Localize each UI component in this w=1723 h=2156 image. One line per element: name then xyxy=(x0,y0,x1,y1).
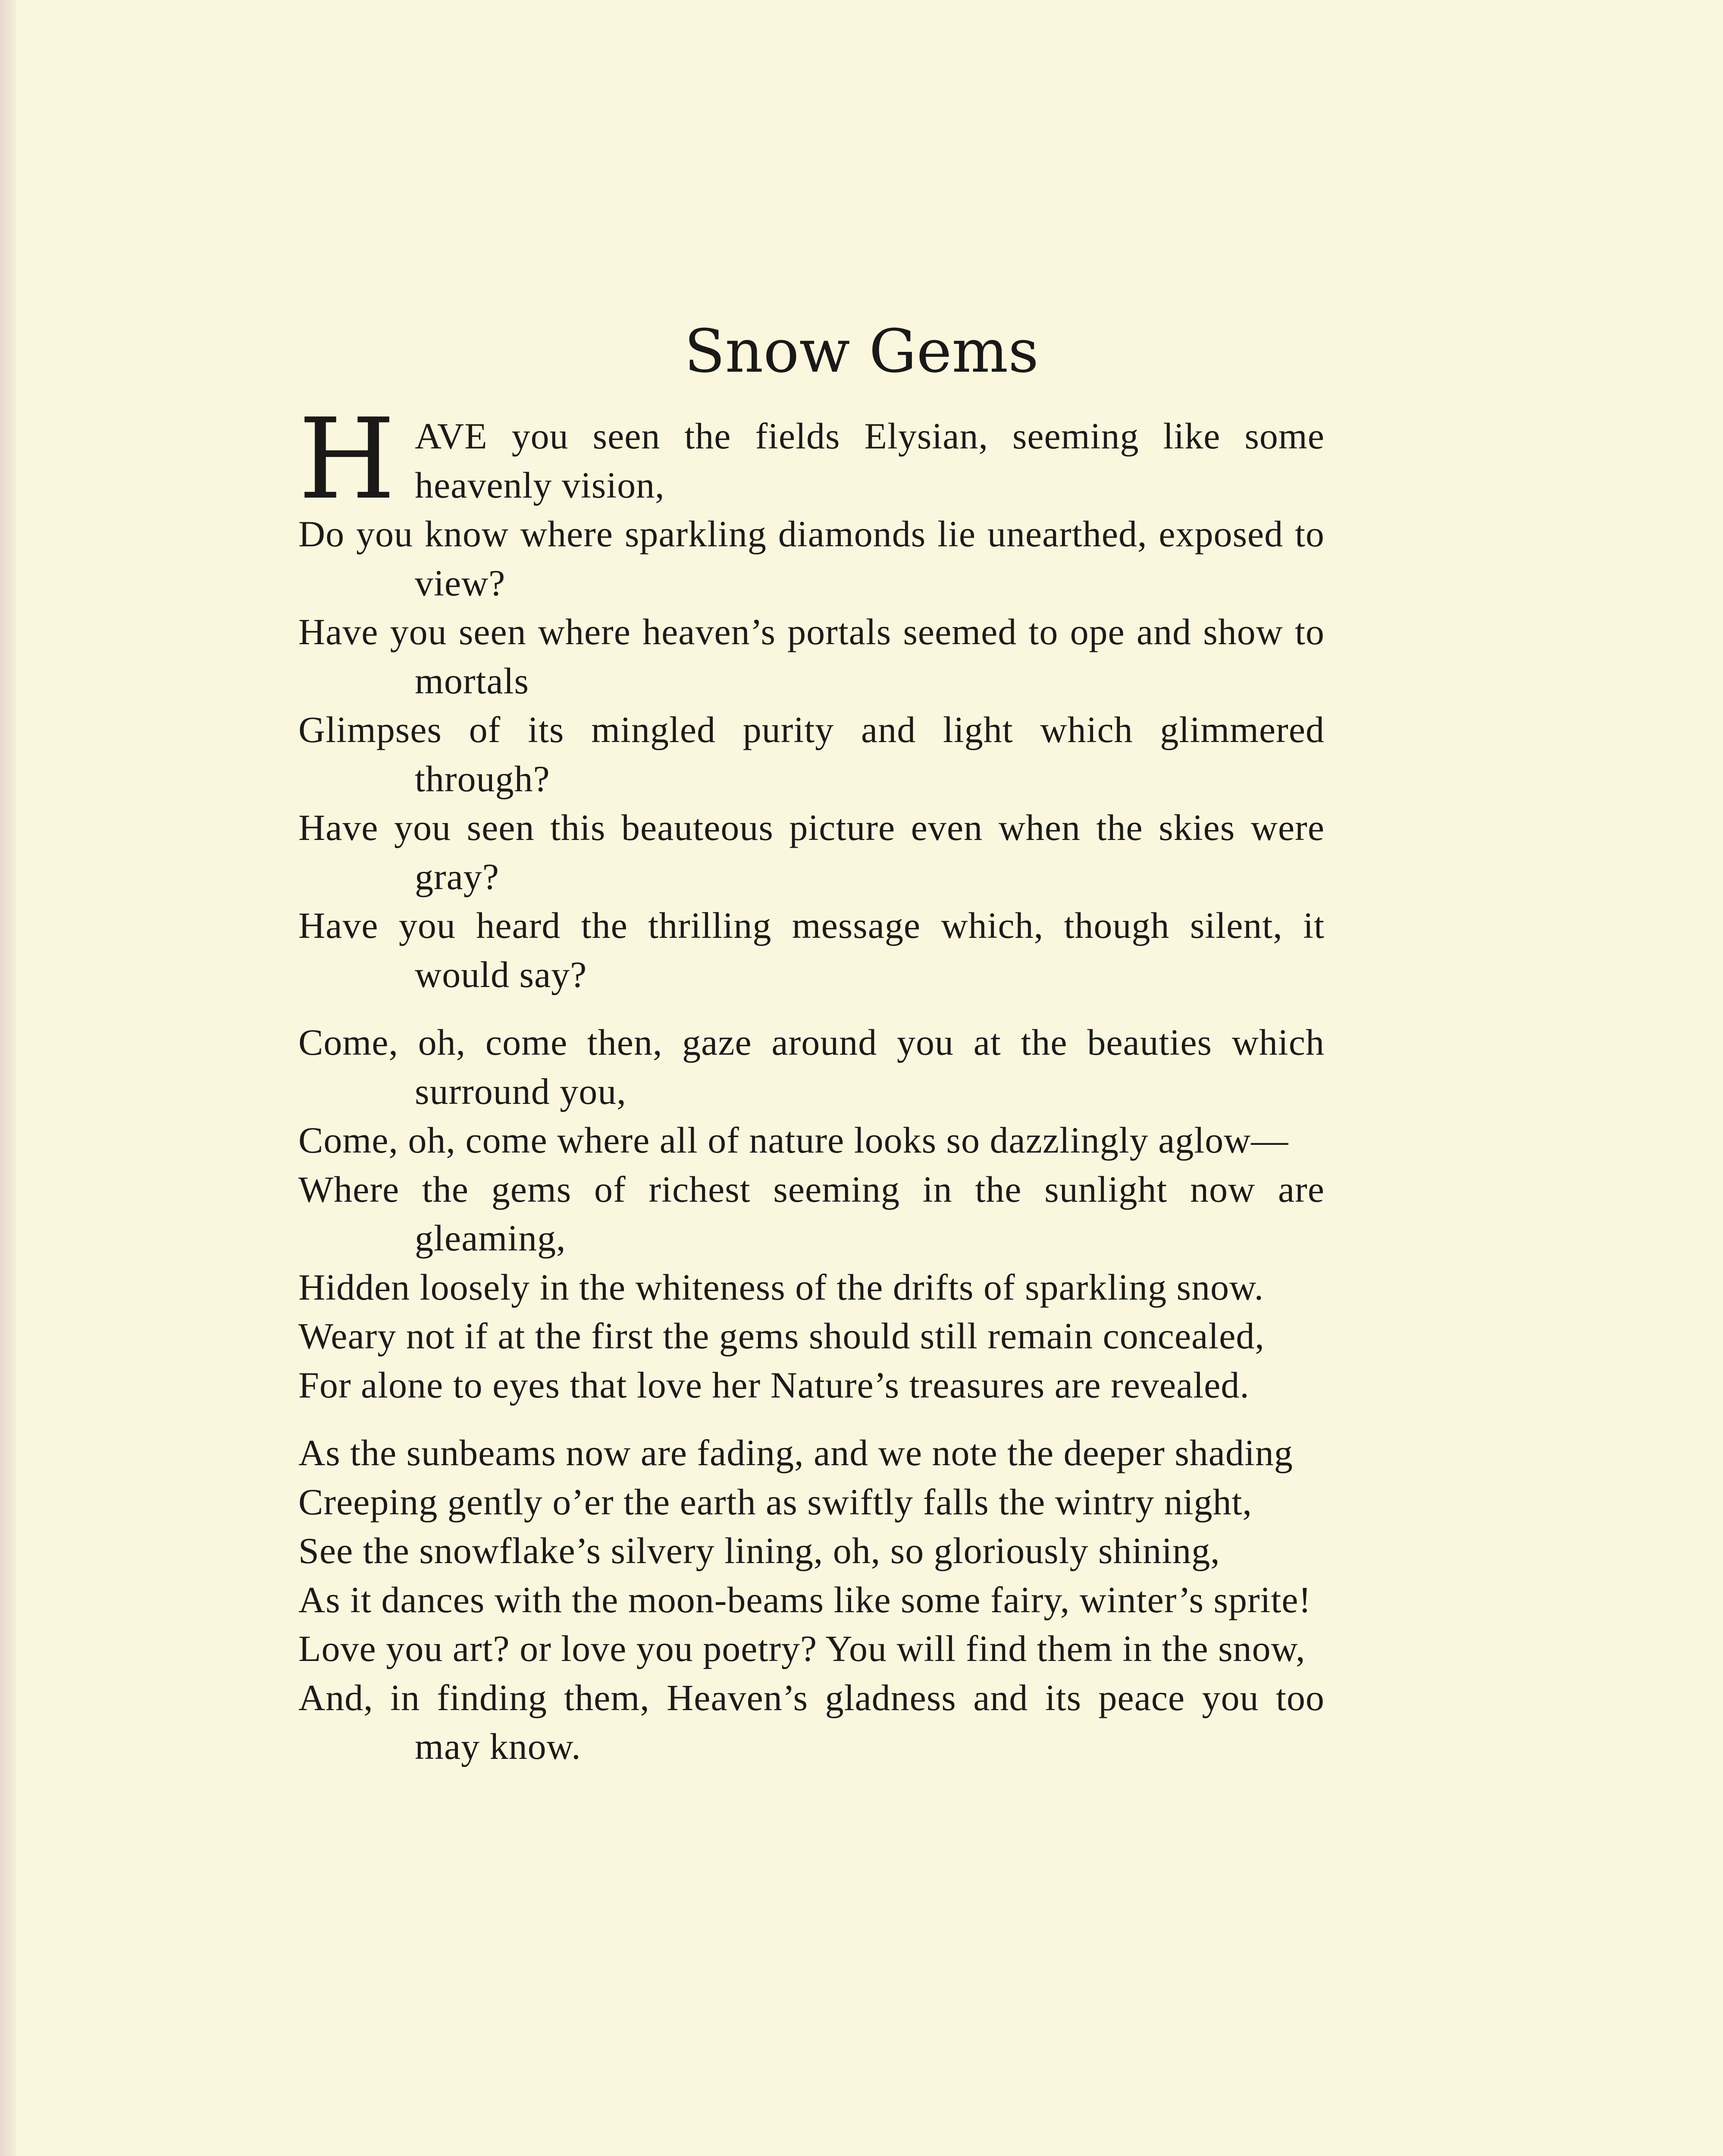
stanza-2 xyxy=(298,1018,1325,1410)
poem-line: See the snowflake’s silvery lining, oh, so gloriously shining, xyxy=(298,1530,1220,1571)
poem-line: Come, oh, come then, gaze around you at the beauties which surround you, xyxy=(298,1022,1325,1112)
poem-line: Where the gems of richest seeming in the sunlight now are gleaming, xyxy=(298,1168,1325,1259)
poem-line: Come, oh, come where all of nature looks so dazzlingly aglow— xyxy=(298,1119,1289,1161)
poem-line: Do you know where sparkling diamonds lie unearthed, exposed to view? xyxy=(298,513,1325,604)
poem-line: Love you art? or love you poetry? You will find them in the snow, xyxy=(298,1628,1306,1669)
poem-line xyxy=(298,395,1325,524)
poem-line: Weary not if at the first the gems should still remain concealed, xyxy=(298,1315,1265,1357)
poem-line: As the sunbeams now are fading, and we note the deeper shading xyxy=(298,1432,1293,1473)
stanza-1 xyxy=(298,395,1325,999)
poem-line: Have you heard the thrilling message which, though silent, it would say? xyxy=(298,905,1325,995)
poem-line: Have you seen this beauteous picture even when the skies were gray? xyxy=(298,807,1325,897)
poem-line: And, in finding them, Heaven’s gladness and its peace you too may know. xyxy=(298,1677,1325,1767)
poem-line: Glimpses of its mingled purity and light which glimmered through? xyxy=(298,709,1325,799)
poem-line: Have you seen where heaven’s portals seemed to ope and show to mortals xyxy=(298,611,1325,702)
drop-cap: H xyxy=(298,395,396,524)
poem-line: For alone to eyes that love her Nature’s treasures are revealed. xyxy=(298,1364,1250,1406)
first-line-text: AVE you seen the fields Elysian, seeming like some heavenly vision, xyxy=(415,415,1325,506)
poem-line: As it dances with the moon-beams like some fairy, winter’s sprite! xyxy=(298,1579,1312,1620)
poem-body xyxy=(298,395,1325,1771)
poem-title: Snow Gems xyxy=(684,317,1039,386)
poem-line: Creeping gently o’er the earth as swiftly falls the wintry night, xyxy=(298,1481,1253,1523)
stanza-3 xyxy=(298,1429,1325,1771)
poem-line: Hidden loosely in the whiteness of the drifts of sparkling snow. xyxy=(298,1266,1264,1308)
